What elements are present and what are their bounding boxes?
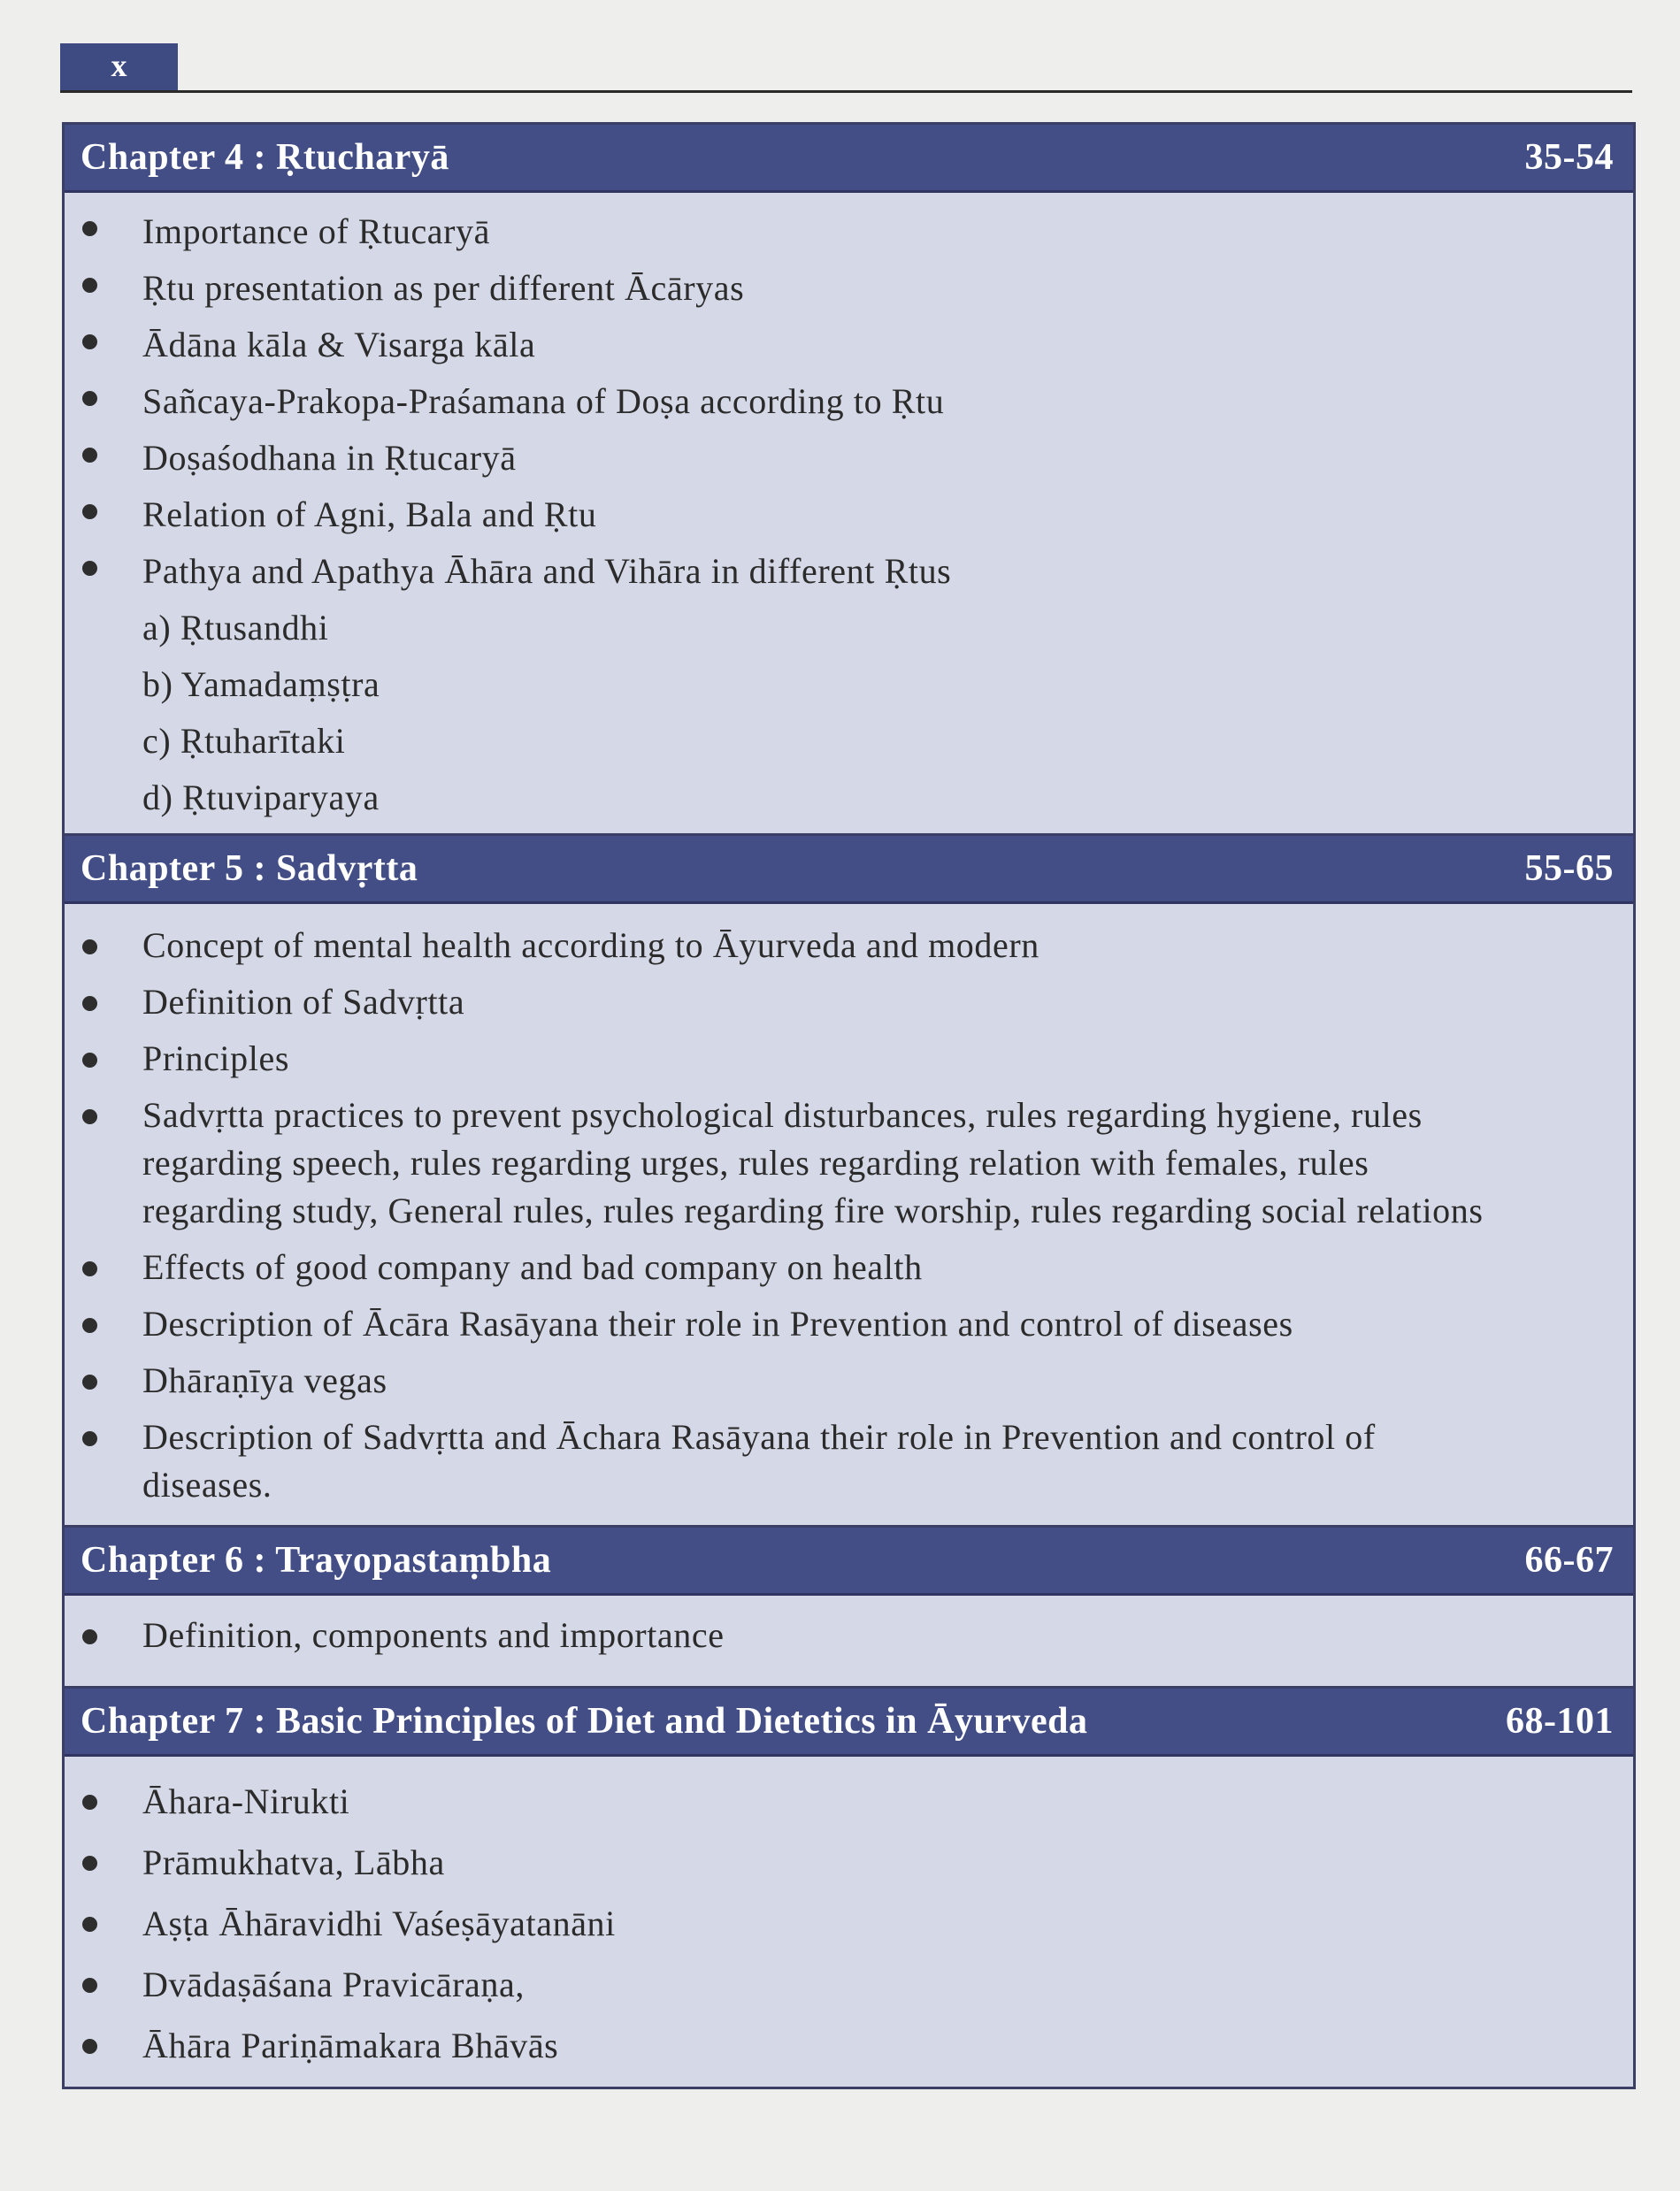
list-item: Ādāna kāla & Visarga kāla xyxy=(65,317,1633,373)
list-item: Dvādaṣāśana Pravicāraṇa, xyxy=(65,1954,1633,2015)
chapter-7-pages: 68-101 xyxy=(1506,1701,1614,1742)
sub-list-item: c) Ṛtuharītaki xyxy=(142,721,346,761)
list-item: Ṛtu presentation as per different Ācāryas xyxy=(65,260,1633,317)
table-of-contents xyxy=(62,122,1636,2089)
chapter-7-topic-list xyxy=(65,1757,1633,2087)
list-item: Sañcaya-Prakopa-Praśamana of Doṣa according to Ṛtu xyxy=(65,373,1633,430)
chapter-6-topic-list xyxy=(65,1596,1633,1689)
bullet-icon xyxy=(82,221,97,236)
list-item: Relation of Agni, Bala and Ṛtu xyxy=(65,486,1633,543)
list-item: Prāmukhatva, Lābha xyxy=(65,1832,1633,1893)
bullet-icon xyxy=(82,448,97,463)
bullet-icon xyxy=(82,1431,97,1446)
chapter-4-title: Chapter 4 : Ṛtucharyā xyxy=(81,137,449,178)
list-item: Description of Ācāra Rasāyana their role in Prevention and control of diseases xyxy=(65,1300,1633,1348)
list-item: Pathya and Apathya Āhāra and Vihāra in different Ṛtus xyxy=(65,543,1633,600)
header-rule xyxy=(60,90,1632,93)
bullet-icon xyxy=(82,2039,97,2054)
list-item: Definition, components and importance xyxy=(65,1612,1633,1659)
list-item: Concept of mental health according to Āyurveda and modern xyxy=(65,922,1633,969)
bullet-icon xyxy=(82,561,97,576)
list-item: Definition of Sadvṛtta xyxy=(65,978,1633,1026)
bullet-icon xyxy=(82,504,97,519)
bullet-icon xyxy=(82,1109,97,1124)
list-item: Importance of Ṛtucaryā xyxy=(65,203,1633,260)
bullet-icon xyxy=(82,1917,97,1932)
page-number: x xyxy=(60,43,178,90)
list-item: Doṣaśodhana in Ṛtucaryā xyxy=(65,430,1633,486)
list-item: Description of Sadvṛtta and Āchara Rasāyana their role in Prevention and control of diseases. xyxy=(65,1413,1633,1509)
bullet-icon xyxy=(82,939,97,954)
bullet-icon xyxy=(82,1053,97,1068)
bullet-icon xyxy=(82,1795,97,1810)
chapter-7-title: Chapter 7 : Basic Principles of Diet and Dietetics in Āyurveda xyxy=(81,1701,1088,1742)
sub-list-item: d) Ṛtuviparyaya xyxy=(142,778,380,817)
chapter-6-header xyxy=(65,1528,1633,1596)
chapter-5-header xyxy=(65,836,1633,904)
list-item: Effects of good company and bad company on health xyxy=(65,1244,1633,1291)
chapter-7-header xyxy=(65,1689,1633,1757)
list-item: Sadvṛtta practices to prevent psychological disturbances, rules regarding hygiene, rules regarding speech, rules regarding urges, rules regarding relation with females, rules regarding study, General rules, rules regarding fire worship, rules regarding social relations xyxy=(65,1092,1633,1235)
sub-list-item: a) Ṛtusandhi xyxy=(142,608,329,647)
list-item: Āhara-Nirukti xyxy=(65,1771,1633,1832)
chapter-5-pages: 55-65 xyxy=(1524,848,1614,889)
chapter-4-pages: 35-54 xyxy=(1524,137,1614,178)
chapter-5-title: Chapter 5 : Sadvṛtta xyxy=(81,848,418,889)
bullet-icon xyxy=(82,1375,97,1390)
bullet-icon xyxy=(82,1629,97,1644)
list-item: Dhāraṇīya vegas xyxy=(65,1357,1633,1405)
bullet-icon xyxy=(82,996,97,1011)
list-item: Principles xyxy=(65,1035,1633,1083)
bullet-icon xyxy=(82,391,97,406)
chapter-4-header xyxy=(65,125,1633,193)
chapter-5-topic-list xyxy=(65,904,1633,1528)
bullet-icon xyxy=(82,278,97,293)
chapter-4-topic-list xyxy=(65,193,1633,836)
bullet-icon xyxy=(82,1318,97,1333)
bullet-icon xyxy=(82,1261,97,1276)
bullet-icon xyxy=(82,1856,97,1871)
chapter-6-title: Chapter 6 : Trayopastaṃbha xyxy=(81,1540,552,1581)
bullet-icon xyxy=(82,1978,97,1993)
sub-list-item: b) Yamadaṃṣṭra xyxy=(142,664,380,704)
list-item: Āhāra Pariṇāmakara Bhāvās xyxy=(65,2015,1633,2076)
list-item: Aṣṭa Āhāravidhi Vaśeṣāyatanāni xyxy=(65,1893,1633,1954)
bullet-icon xyxy=(82,334,97,349)
chapter-6-pages: 66-67 xyxy=(1524,1540,1614,1581)
